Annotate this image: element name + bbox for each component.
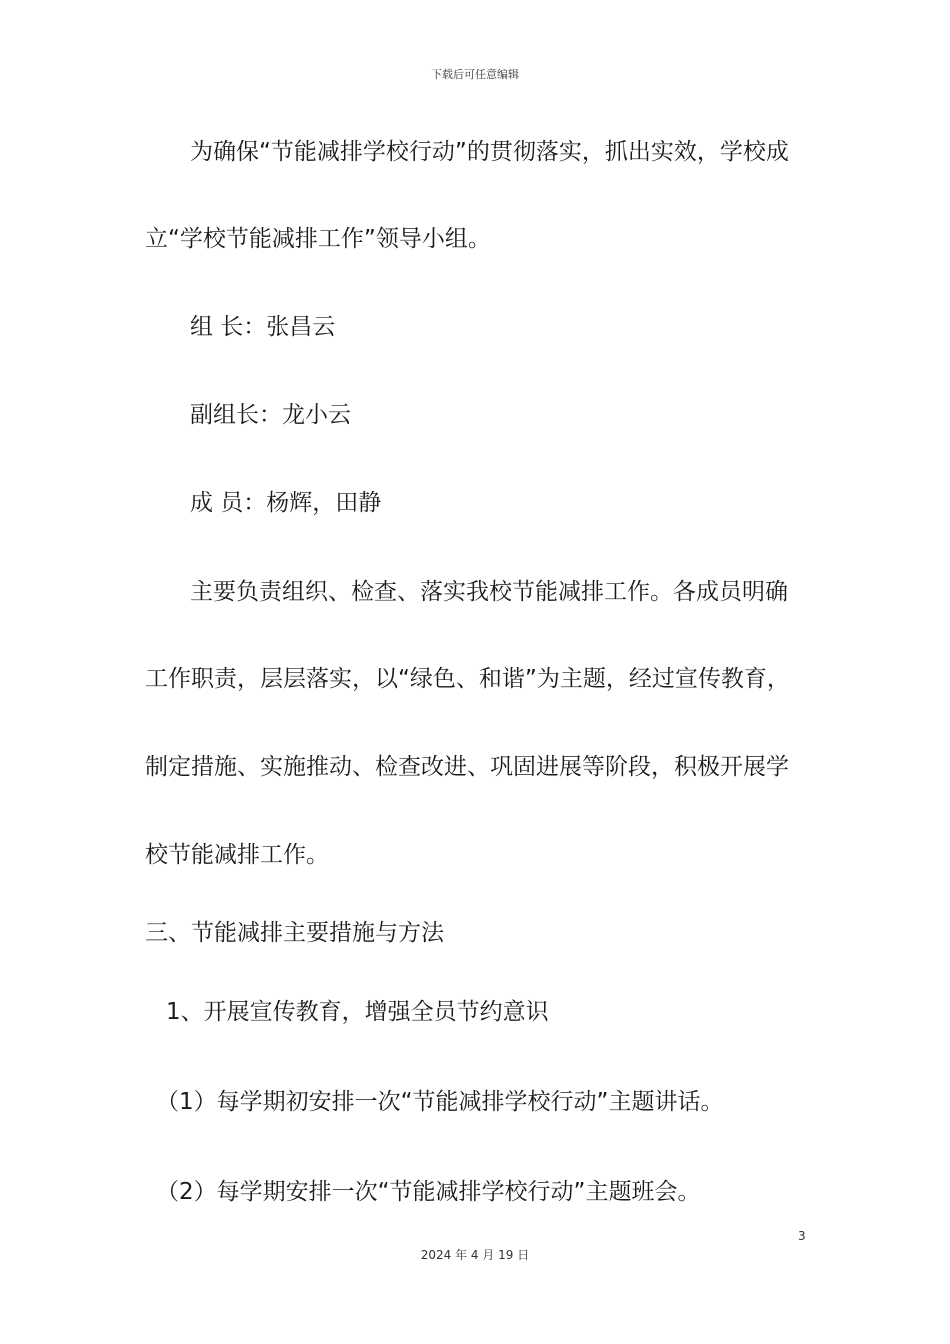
- paragraph-line: 为确保“节能减排学校行动”的贯彻落实，抓出实效，学校成: [190, 139, 789, 165]
- leader-line: 组 长：张昌云: [190, 314, 336, 340]
- list-item: （2）每学期安排一次“节能减排学校行动”主题班会。: [156, 1179, 701, 1205]
- list-item: （1）每学期初安排一次“节能减排学校行动”主题讲话。: [156, 1089, 724, 1115]
- page-number: 3: [798, 1229, 806, 1243]
- paragraph-line: 校节能减排工作。: [145, 842, 329, 868]
- paragraph-line: 工作职责，层层落实，以“绿色、和谐”为主题，经过宣传教育，: [145, 666, 790, 692]
- subsection-heading: 1、开展宣传教育，增强全员节约意识: [166, 999, 549, 1025]
- deputy-leader-line: 副组长：龙小云: [190, 402, 351, 428]
- footer-date: 2024 年 4 月 19 日: [420, 1248, 530, 1262]
- members-line: 成 员：杨辉，田静: [190, 490, 382, 516]
- header-note: 下载后可任意编辑: [431, 68, 519, 81]
- paragraph-line: 立“学校节能减排工作”领导小组。: [145, 226, 491, 252]
- section-heading: 三、节能减排主要措施与方法: [145, 920, 444, 946]
- paragraph-line: 主要负责组织、检查、落实我校节能减排工作。各成员明确: [190, 579, 788, 605]
- paragraph-line: 制定措施、实施推动、检查改进、巩固进展等阶段，积极开展学: [145, 754, 789, 780]
